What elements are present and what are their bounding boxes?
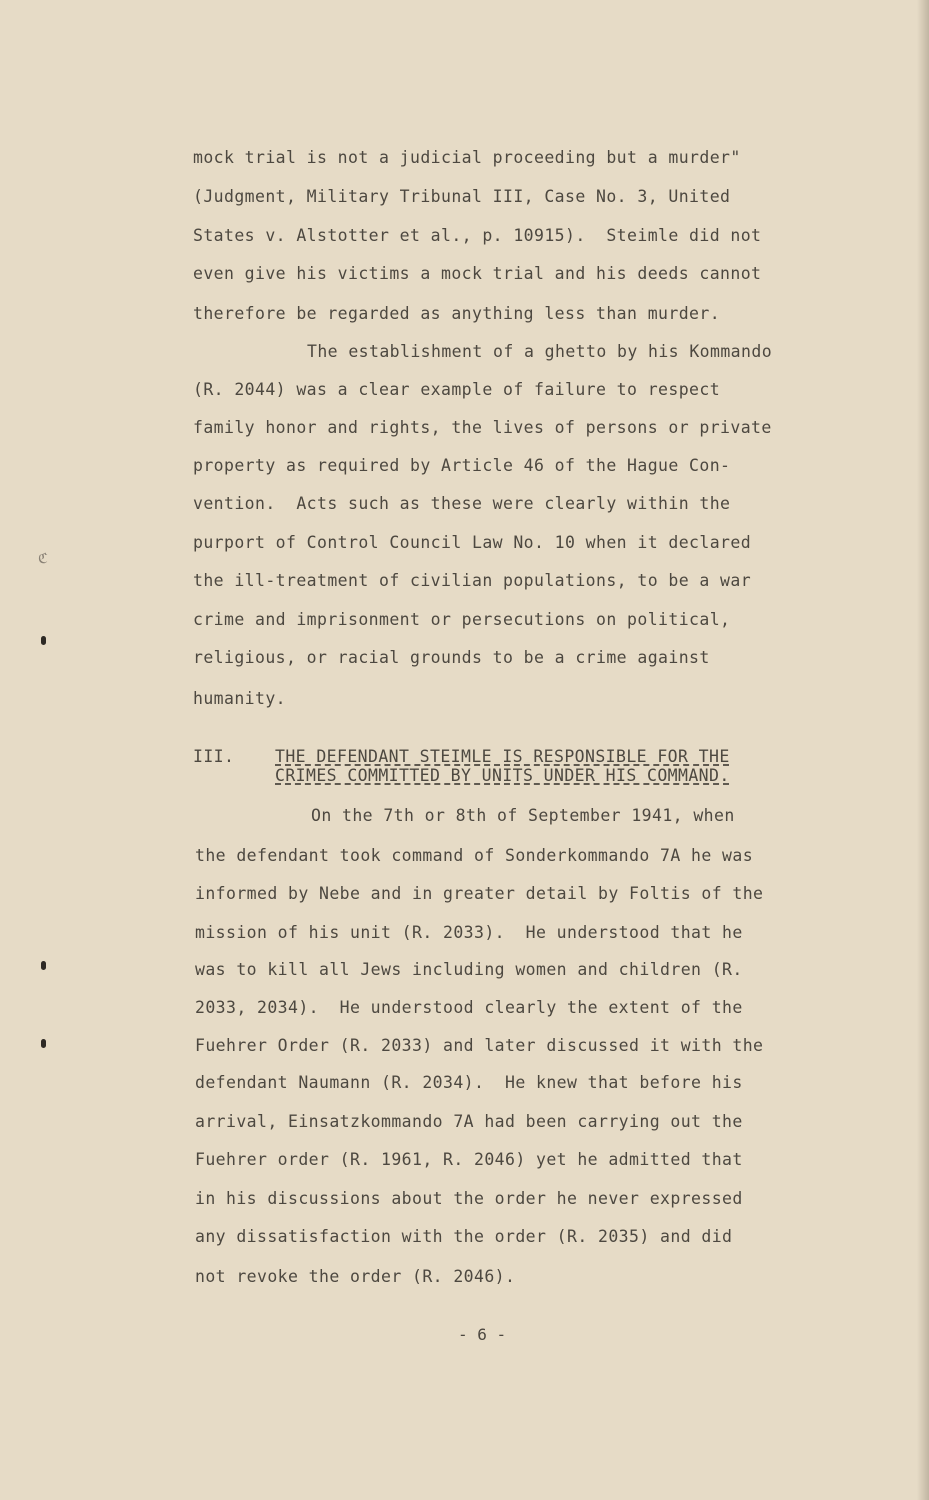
paragraph-3-line: On the 7th or 8th of September 1941, when <box>311 806 735 825</box>
paragraph-2-line: the ill-treatment of civilian populations, to be a war <box>193 571 752 590</box>
paragraph-3-line: any dissatisfaction with the order (R. 2035) and did <box>195 1227 733 1246</box>
paragraph-1-line: mock trial is not a judicial proceeding but a murder" <box>193 148 741 167</box>
paragraph-3-line: 2033, 2034). He understood clearly the extent of the <box>195 998 743 1017</box>
paragraph-2-line: crime and imprisonment or persecutions on political, <box>193 610 731 629</box>
page-number: - 6 - <box>458 1325 507 1344</box>
paragraph-3-line: in his discussions about the order he never expressed <box>195 1189 743 1208</box>
section-heading-line-2: CRIMES COMMITTED BY UNITS UNDER HIS COMMAND. <box>275 766 730 785</box>
punch-hole-mark <box>41 636 46 645</box>
paragraph-3-line: the defendant took command of Sonderkommando 7A he was <box>195 846 754 865</box>
paragraph-3-line: Fuehrer Order (R. 2033) and later discussed it with the <box>195 1036 764 1055</box>
section-heading-line-1: THE DEFENDANT STEIMLE IS RESPONSIBLE FOR THE <box>275 747 730 766</box>
paragraph-2-line: humanity. <box>193 689 287 708</box>
paragraph-2-line: religious, or racial grounds to be a crime against <box>193 648 710 667</box>
paragraph-3-line: defendant Naumann (R. 2034). He knew that before his <box>195 1073 743 1092</box>
paragraph-2-line: family honor and rights, the lives of persons or private <box>193 418 772 437</box>
paragraph-2-line: purport of Control Council Law No. 10 when it declared <box>193 533 752 552</box>
paragraph-3-line: not revoke the order (R. 2046). <box>195 1267 516 1286</box>
paragraph-1-line: (Judgment, Military Tribunal III, Case No. 3, United <box>193 187 731 206</box>
paragraph-3-line: was to kill all Jews including women and children (R. <box>195 960 743 979</box>
paragraph-2-line: The establishment of a ghetto by his Kommando <box>307 342 773 361</box>
paper-edge-shadow <box>917 0 929 1500</box>
paragraph-2-line: property as required by Article 46 of the Hague Con- <box>193 456 731 475</box>
paragraph-1-line: even give his victims a mock trial and his deeds cannot <box>193 264 762 283</box>
paragraph-2-line: (R. 2044) was a clear example of failure to respect <box>193 380 721 399</box>
paragraph-2-line: vention. Acts such as these were clearly within the <box>193 494 731 513</box>
section-numeral: III. <box>193 747 235 766</box>
paragraph-3-line: arrival, Einsatzkommando 7A had been carrying out the <box>195 1112 743 1131</box>
margin-mark: ℭ <box>38 551 48 567</box>
paragraph-1-line: therefore be regarded as anything less than murder. <box>193 304 721 323</box>
paragraph-1-line: States v. Alstotter et al., p. 10915). Steimle did not <box>193 226 762 245</box>
paragraph-3-line: informed by Nebe and in greater detail by Foltis of the <box>195 884 764 903</box>
punch-hole-mark <box>41 961 46 970</box>
punch-hole-mark <box>41 1039 46 1048</box>
paragraph-3-line: mission of his unit (R. 2033). He understood that he <box>195 923 743 942</box>
paragraph-3-line: Fuehrer order (R. 1961, R. 2046) yet he admitted that <box>195 1150 743 1169</box>
